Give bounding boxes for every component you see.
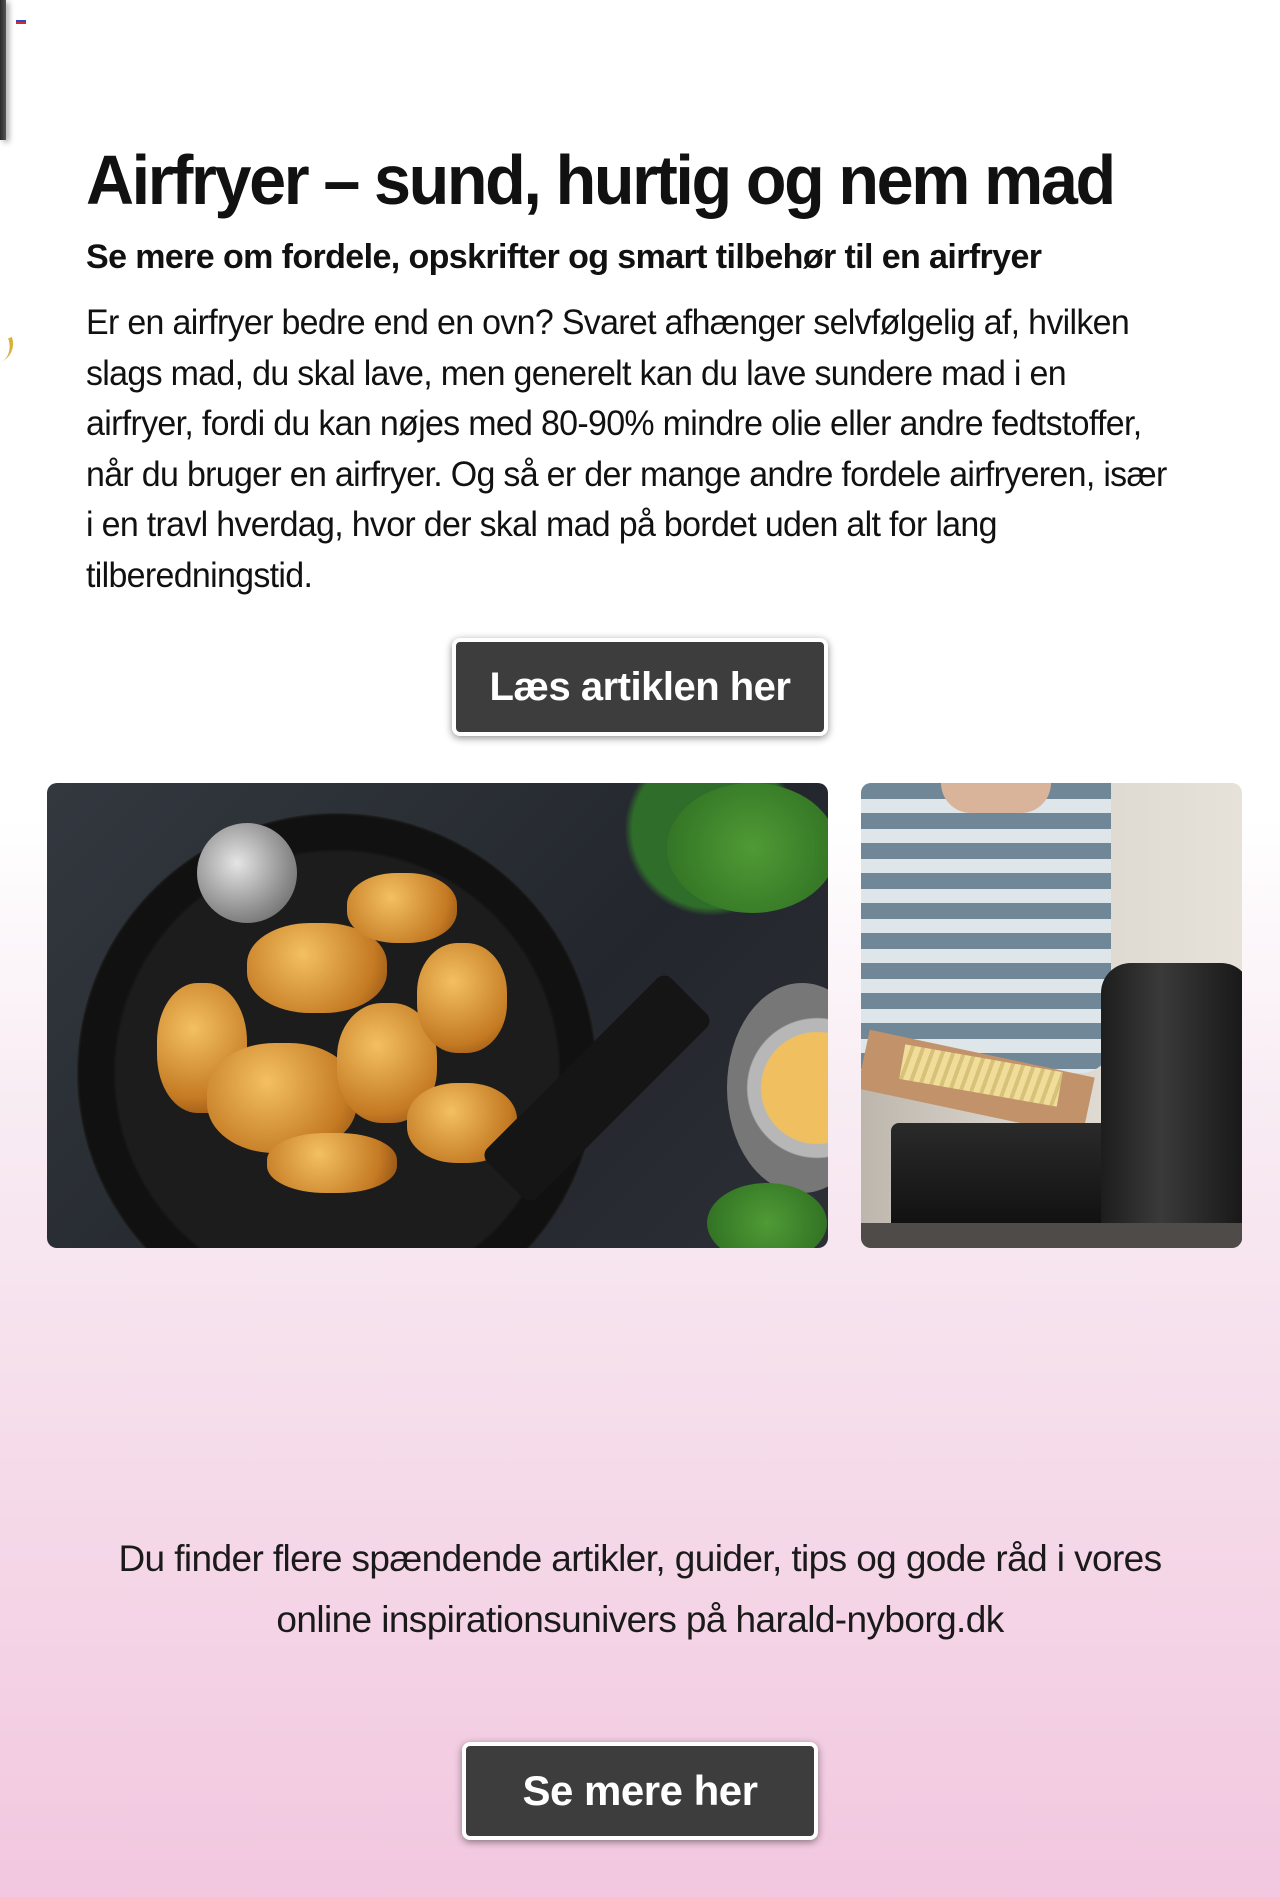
airfryer-machine <box>1101 963 1242 1243</box>
footer-text: Du finder flere spændende artikler, guider, tips og gode råd i vores online inspirationsunivers på harald-nyborg.dk <box>118 1538 1162 1640</box>
airfryer-knob <box>197 823 297 923</box>
herbs <box>667 783 828 913</box>
fryer-basket <box>891 1123 1121 1233</box>
herbs <box>707 1183 827 1248</box>
striped-shirt <box>861 783 1111 1073</box>
read-article-button[interactable]: Læs artiklen her <box>452 638 828 736</box>
page-edge-shadow <box>0 0 6 140</box>
chicken-piece <box>417 943 507 1053</box>
article-title: Airfryer – sund, hurtig og nem mad <box>86 141 1114 219</box>
article-subtitle: Se mere om fordele, opskrifter og smart tilbehør til en airfryer <box>86 238 1042 276</box>
airfryer-food-photo <box>47 783 828 1248</box>
potato-wedge <box>267 1133 397 1193</box>
see-more-button[interactable]: Se mere her <box>462 1742 818 1840</box>
kitchen-counter <box>861 1223 1242 1248</box>
flag-mark <box>16 20 26 24</box>
potato-wedge <box>347 873 457 943</box>
fries-bowl <box>727 983 828 1193</box>
decorative-curl <box>0 337 19 363</box>
article-body: Er en airfryer bedre end en ovn? Svaret afhænger selvfølgelig af, hvilken slags mad, du skal lave, men generelt kan du lave sundere mad i en airfryer, fordi du kan nøjes med 80-90% mindre olie eller andre fedtstoffer, når du bruger en airfryer. Og så er der mange andre fordele airfryeren, især i en travl hverdag, hvor der skal mad på bordet uden alt for lang tilberedningstid. <box>86 303 1167 595</box>
person-neck <box>941 783 1051 813</box>
person-cooking-photo <box>861 783 1242 1248</box>
